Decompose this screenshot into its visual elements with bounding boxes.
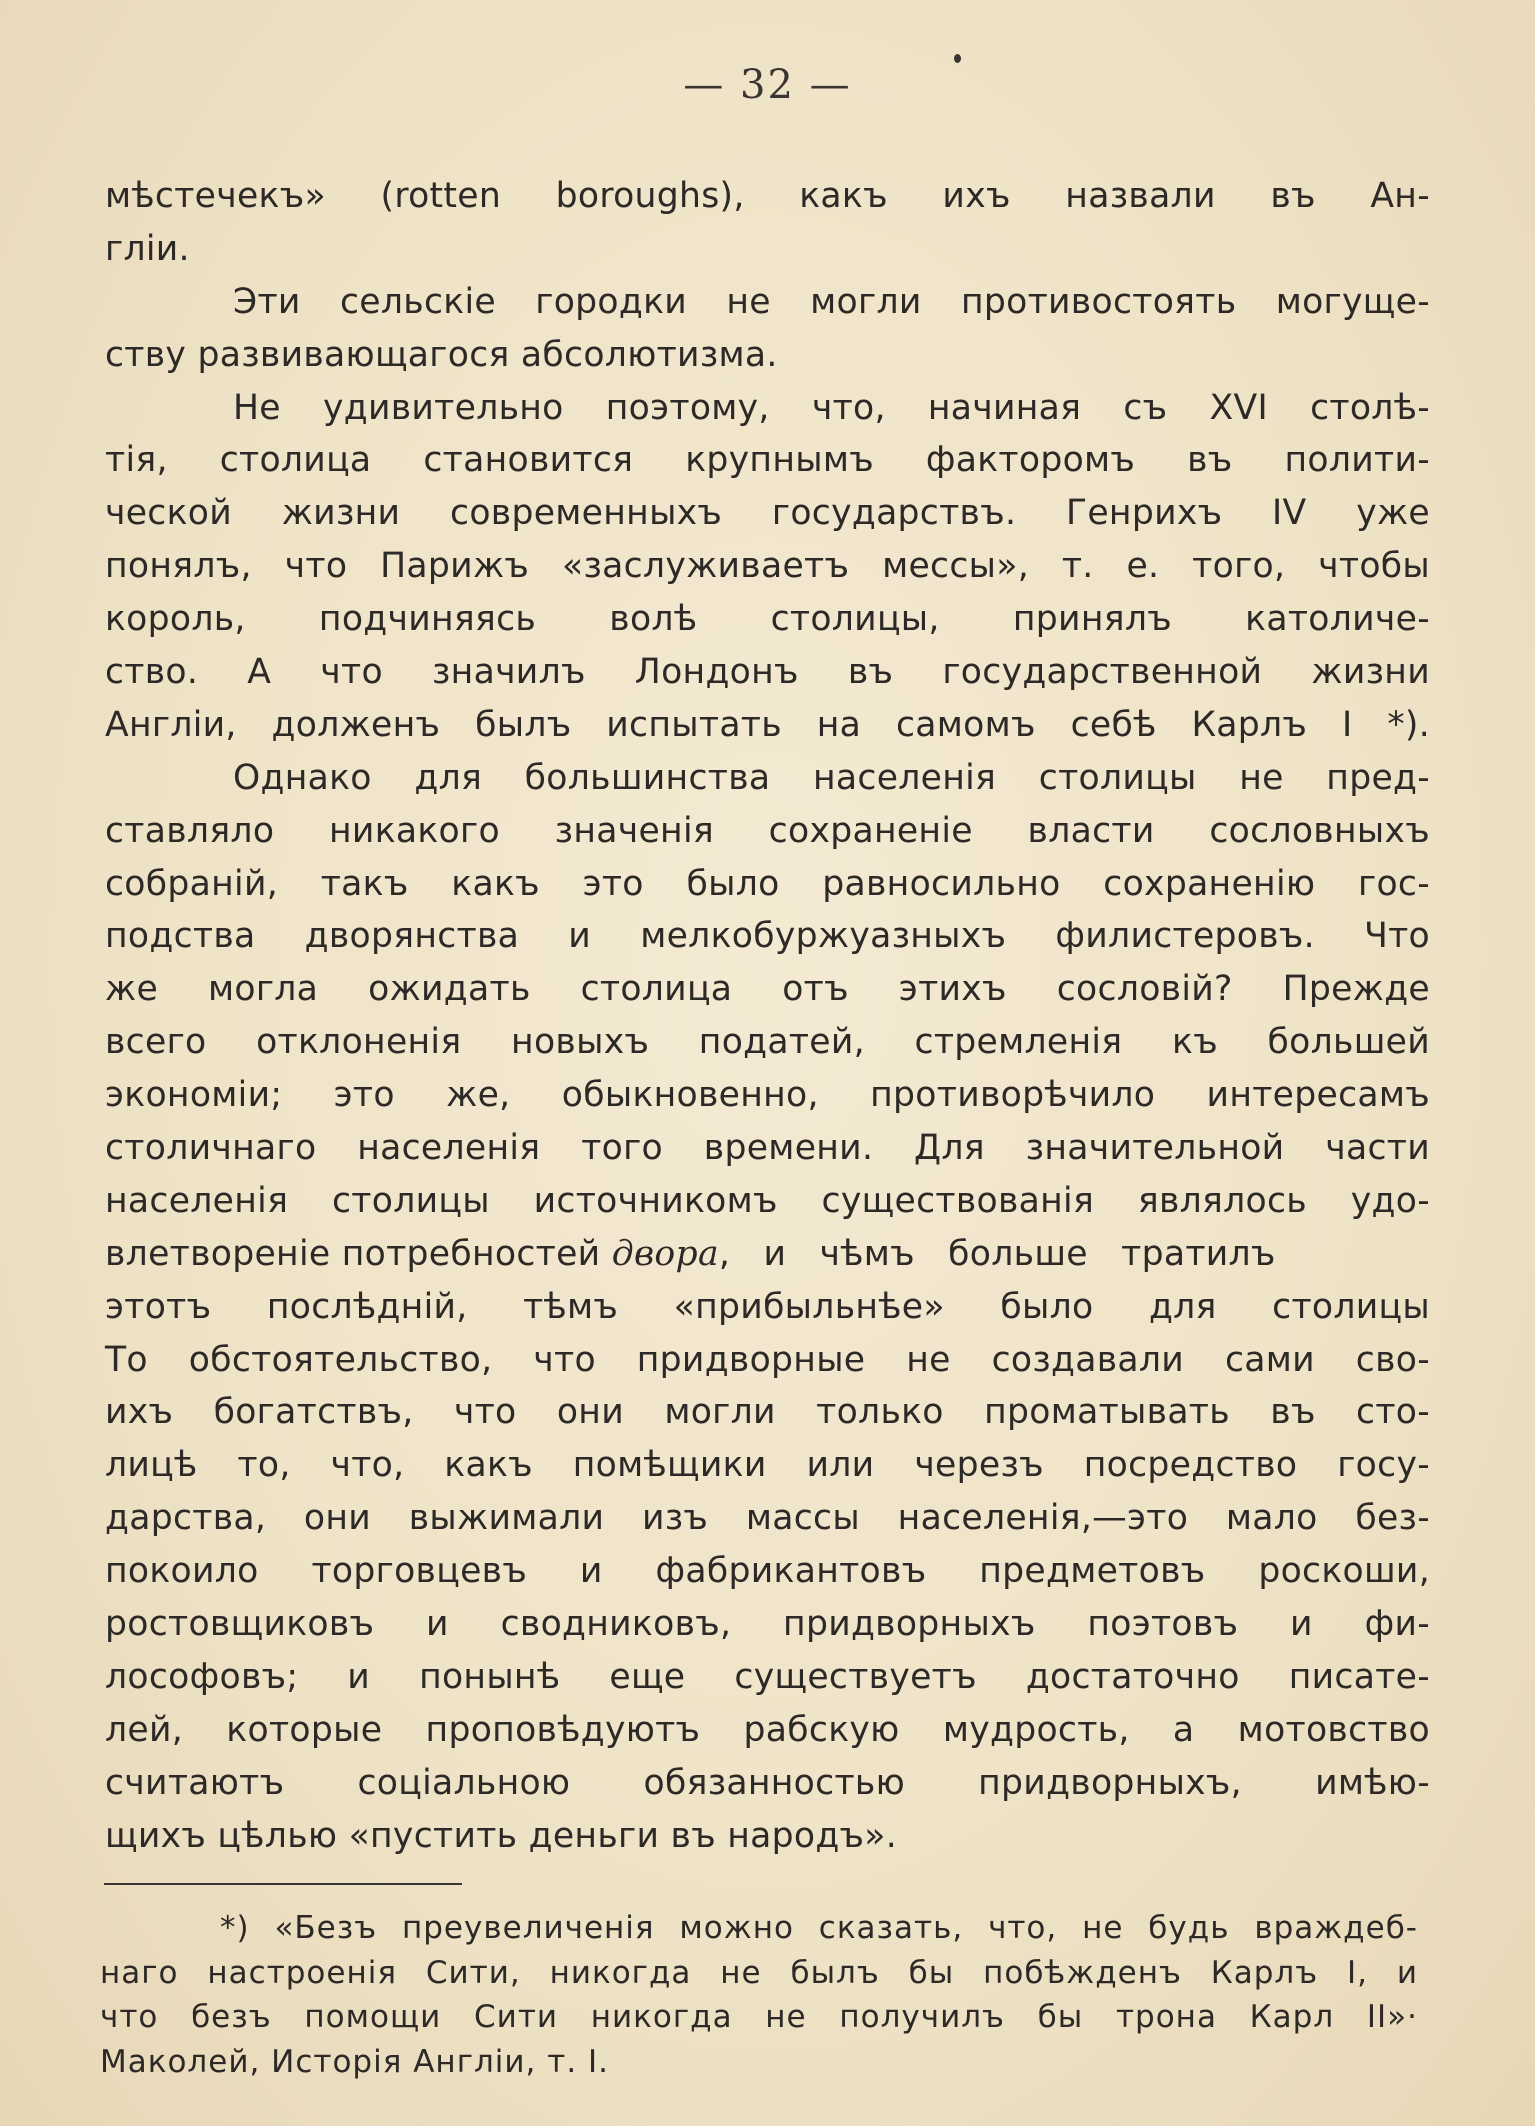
text-line: мѣстечекъ» (rotten boroughs), какъ ихъ назвали въ Ан- (105, 176, 1430, 216)
page-number: — 32 — (683, 62, 852, 108)
text-line: Англіи, долженъ былъ испытать на самомъ себѣ Карлъ I *). (105, 704, 1430, 745)
text-line: гліи. (105, 228, 190, 269)
italic-word: двора (611, 1233, 719, 1274)
text-line: Эти сельскіе городки не могли противостоять могуще- (233, 281, 1430, 322)
text-line: тія, столица становится крупнымъ факторомъ въ полити- (105, 440, 1430, 481)
text-line: ставляло никакого значенія сохраненіе власти сословныхъ (105, 810, 1430, 851)
text-line: ческой жизни современныхъ государствъ. Генрихъ IV уже (105, 493, 1430, 534)
text-line: Не удивительно поэтому, что, начиная съ XVI столѣ- (233, 387, 1430, 428)
text-line: понялъ, что Парижъ «заслуживаетъ мессы», т. е. того, чтобы (105, 546, 1430, 587)
text-line: считаютъ соціальною обязанностью придворныхъ, имѣю- (105, 1762, 1430, 1803)
text-line: всего отклоненія новыхъ податей, стремленія къ большей (105, 1022, 1430, 1063)
text-line: населенія столицы источникомъ существованія являлось удо- (105, 1180, 1430, 1221)
text-line: дарства, они выжимали изъ массы населенія,—это мало без- (105, 1498, 1430, 1539)
text-segment: , и чѣмъ больше тратилъ (718, 1233, 1276, 1274)
text-line: этотъ послѣдній, тѣмъ «прибыльнѣе» было для столицы (105, 1286, 1430, 1327)
text-line: экономіи; это же, обыкновенно, противорѣчило интересамъ (105, 1075, 1430, 1116)
footnote-line: *) «Безъ преувеличенія можно сказать, что, не будь враждеб- (220, 1910, 1418, 1946)
text-line: ростовщиковъ и сводниковъ, придворныхъ поэтовъ и фи- (105, 1604, 1430, 1645)
text-line: То обстоятельство, что придворные не создавали сами сво- (105, 1339, 1430, 1380)
text-line: столичнаго населенія того времени. Для значительной части (105, 1128, 1430, 1169)
text-line: Однако для большинства населенія столицы не пред- (233, 757, 1430, 798)
text-line: же могла ожидать столица отъ этихъ сословій? Прежде (105, 969, 1430, 1010)
text-line: ству развивающагося абсолютизма. (105, 334, 778, 375)
footnote-line: что безъ помощи Сити никогда не получилъ бы трона Карл II»· (100, 1999, 1418, 2035)
footnote-line: наго настроенія Сити, никогда не былъ бы побѣжденъ Карлъ I, и (100, 1954, 1418, 1991)
text-segment: влетвореніе потребностей (105, 1233, 612, 1274)
text-line: щихъ цѣлью «пустить деньги въ народъ». (105, 1815, 898, 1856)
ink-speck (954, 54, 961, 63)
text-line-mixed (105, 1228, 1430, 1281)
text-line: лософовъ; и понынѣ еще существуетъ достаточно писате- (105, 1656, 1430, 1697)
footnote (100, 1906, 1418, 2084)
text-line: король, подчиняясь волѣ столицы, принялъ католиче- (105, 599, 1430, 640)
text-line: покоило торговцевъ и фабрикантовъ предметовъ роскоши, (105, 1551, 1430, 1592)
text-line: собраній, такъ какъ это было равносильно сохраненію гос- (105, 863, 1430, 904)
text-line: подства дворянства и мелкобуржуазныхъ филистеровъ. Что (105, 916, 1430, 957)
text-line: ство. А что значилъ Лондонъ въ государственной жизни (105, 652, 1430, 693)
footnote-divider (104, 1883, 462, 1885)
main-text (105, 170, 1430, 1863)
text-line: ихъ богатствъ, что они могли только проматывать въ сто- (105, 1392, 1430, 1433)
footnote-line: Маколей, Исторія Англіи, т. I. (100, 2043, 610, 2080)
text-line: лицѣ то, что, какъ помѣщики или черезъ посредство госу- (105, 1445, 1430, 1486)
text-line: лей, которые проповѣдуютъ рабскую мудрость, а мотовство (105, 1709, 1430, 1750)
